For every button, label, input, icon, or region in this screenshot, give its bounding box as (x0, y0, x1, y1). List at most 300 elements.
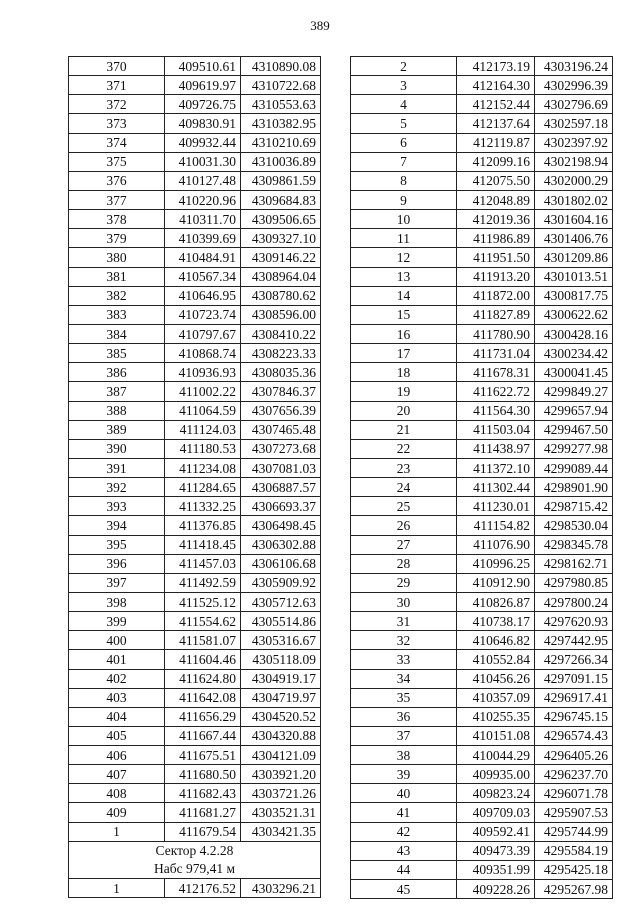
table-row (351, 765, 613, 784)
table-row (351, 324, 613, 343)
table-row (69, 765, 321, 784)
table-row (351, 420, 613, 439)
point-number: 408 (69, 784, 165, 803)
table-row (351, 573, 613, 592)
point-number: 1 (69, 879, 165, 898)
table-row (69, 171, 321, 190)
table-row (351, 554, 613, 573)
table-row (351, 210, 613, 229)
point-number: 376 (69, 171, 165, 190)
table-row (351, 286, 613, 305)
coord-y: 4305118.09 (241, 650, 321, 669)
point-number: 33 (351, 650, 457, 669)
coord-y: 4296574.43 (535, 726, 613, 745)
coord-x: 410826.87 (457, 592, 535, 611)
table-row (69, 57, 321, 76)
coord-x: 411418.45 (165, 535, 241, 554)
coord-y: 4301209.86 (535, 248, 613, 267)
coord-x: 411951.50 (457, 248, 535, 267)
table-row (69, 650, 321, 669)
point-number: 26 (351, 516, 457, 535)
table-row (69, 631, 321, 650)
table-row (351, 344, 613, 363)
coord-y: 4309146.22 (241, 248, 321, 267)
table-row (351, 688, 613, 707)
point-number: 19 (351, 382, 457, 401)
coord-y: 4298530.04 (535, 516, 613, 535)
point-number: 378 (69, 210, 165, 229)
coord-x: 411438.97 (457, 439, 535, 458)
coord-y: 4304520.52 (241, 707, 321, 726)
table-row (351, 133, 613, 152)
table-row (69, 879, 321, 898)
coord-y: 4306498.45 (241, 516, 321, 535)
point-number: 9 (351, 190, 457, 209)
coordinates-table-right (350, 56, 613, 899)
point-number: 13 (351, 267, 457, 286)
table-row (351, 305, 613, 324)
table-row (69, 324, 321, 343)
point-number: 400 (69, 631, 165, 650)
point-number: 7 (351, 152, 457, 171)
table-row (351, 497, 613, 516)
table-row (351, 535, 613, 554)
coord-y: 4299849.27 (535, 382, 613, 401)
point-number: 373 (69, 114, 165, 133)
coord-y: 4305514.86 (241, 612, 321, 631)
coord-y: 4310553.63 (241, 95, 321, 114)
table-row (351, 152, 613, 171)
coord-y: 4305316.67 (241, 631, 321, 650)
table-row (69, 822, 321, 841)
coord-y: 4295267.98 (535, 880, 613, 899)
coord-y: 4309684.83 (241, 190, 321, 209)
coord-y: 4307846.37 (241, 382, 321, 401)
coord-y: 4300622.62 (535, 305, 613, 324)
coord-y: 4303521.31 (241, 803, 321, 822)
table-row (69, 497, 321, 516)
sector-row (69, 860, 321, 879)
table-row (69, 401, 321, 420)
coord-x: 409726.75 (165, 95, 241, 114)
coord-x: 412176.52 (165, 879, 241, 898)
table-row (69, 133, 321, 152)
coord-y: 4309861.59 (241, 171, 321, 190)
point-number: 10 (351, 210, 457, 229)
coord-y: 4302996.39 (535, 76, 613, 95)
coord-x: 411492.59 (165, 573, 241, 592)
coord-x: 412119.87 (457, 133, 535, 152)
coord-x: 411624.80 (165, 669, 241, 688)
coord-x: 410031.30 (165, 152, 241, 171)
coord-y: 4310382.95 (241, 114, 321, 133)
coord-x: 410996.25 (457, 554, 535, 573)
point-number: 37 (351, 726, 457, 745)
coord-x: 410723.74 (165, 305, 241, 324)
table-row (69, 458, 321, 477)
point-number: 387 (69, 382, 165, 401)
sector-area: Набс 979,41 м (69, 860, 321, 879)
table-row (69, 286, 321, 305)
coord-x: 412019.36 (457, 210, 535, 229)
coord-y: 4308964.04 (241, 267, 321, 286)
table-row (69, 573, 321, 592)
table-row (351, 592, 613, 611)
coord-x: 411332.25 (165, 497, 241, 516)
point-number: 34 (351, 669, 457, 688)
table-row (69, 114, 321, 133)
point-number: 391 (69, 458, 165, 477)
coord-x: 411681.27 (165, 803, 241, 822)
table-row (351, 612, 613, 631)
point-number: 29 (351, 573, 457, 592)
table-row (351, 707, 613, 726)
table-row (351, 669, 613, 688)
table-row (69, 726, 321, 745)
point-number: 1 (69, 822, 165, 841)
point-number: 15 (351, 305, 457, 324)
table-row (69, 592, 321, 611)
table-row (351, 439, 613, 458)
table-row (69, 707, 321, 726)
point-number: 381 (69, 267, 165, 286)
coord-x: 412152.44 (457, 95, 535, 114)
coord-y: 4304121.09 (241, 746, 321, 765)
table-row (69, 152, 321, 171)
point-number: 12 (351, 248, 457, 267)
table-row (351, 382, 613, 401)
coord-x: 410552.84 (457, 650, 535, 669)
coord-x: 410044.29 (457, 746, 535, 765)
point-number: 399 (69, 612, 165, 631)
coord-x: 410255.35 (457, 707, 535, 726)
point-number: 16 (351, 324, 457, 343)
coord-x: 411675.51 (165, 746, 241, 765)
coord-y: 4301604.16 (535, 210, 613, 229)
coord-y: 4295907.53 (535, 803, 613, 822)
coord-x: 409228.26 (457, 880, 535, 899)
table-row (69, 95, 321, 114)
point-number: 31 (351, 612, 457, 631)
coord-x: 411064.59 (165, 401, 241, 420)
coord-y: 4303721.26 (241, 784, 321, 803)
coord-y: 4301406.76 (535, 229, 613, 248)
table-row (351, 248, 613, 267)
coord-x: 411872.00 (457, 286, 535, 305)
table-row (351, 803, 613, 822)
coord-x: 410151.08 (457, 726, 535, 745)
point-number: 22 (351, 439, 457, 458)
point-number: 397 (69, 573, 165, 592)
table-row (69, 210, 321, 229)
point-number: 403 (69, 688, 165, 707)
coord-y: 4301802.02 (535, 190, 613, 209)
coord-y: 4310210.69 (241, 133, 321, 152)
coord-y: 4307081.03 (241, 458, 321, 477)
coord-y: 4309327.10 (241, 229, 321, 248)
coord-y: 4299657.94 (535, 401, 613, 420)
coord-y: 4296745.15 (535, 707, 613, 726)
coord-x: 411503.04 (457, 420, 535, 439)
coord-x: 411124.03 (165, 420, 241, 439)
coord-x: 411002.22 (165, 382, 241, 401)
point-number: 404 (69, 707, 165, 726)
coord-x: 410738.17 (457, 612, 535, 631)
coord-y: 4298162.71 (535, 554, 613, 573)
point-number: 374 (69, 133, 165, 152)
coord-x: 411604.46 (165, 650, 241, 669)
table-row (69, 554, 321, 573)
coord-y: 4298901.90 (535, 478, 613, 497)
coord-y: 4310890.08 (241, 57, 321, 76)
point-number: 42 (351, 822, 457, 841)
coord-x: 410646.82 (457, 631, 535, 650)
coord-x: 411913.20 (457, 267, 535, 286)
point-number: 36 (351, 707, 457, 726)
coord-y: 4303421.35 (241, 822, 321, 841)
point-number: 40 (351, 784, 457, 803)
table-row (351, 650, 613, 669)
coord-y: 4303196.24 (535, 57, 613, 76)
coord-y: 4296405.26 (535, 746, 613, 765)
point-number: 39 (351, 765, 457, 784)
point-number: 21 (351, 420, 457, 439)
coord-x: 412048.89 (457, 190, 535, 209)
table-row (351, 267, 613, 286)
point-number: 11 (351, 229, 457, 248)
table-row (69, 267, 321, 286)
table-row (351, 363, 613, 382)
coord-y: 4295425.18 (535, 860, 613, 879)
table-row (69, 516, 321, 535)
point-number: 41 (351, 803, 457, 822)
coord-x: 411827.89 (457, 305, 535, 324)
coord-x: 411667.44 (165, 726, 241, 745)
coord-y: 4297442.95 (535, 631, 613, 650)
point-number: 393 (69, 497, 165, 516)
coord-x: 410357.09 (457, 688, 535, 707)
coord-y: 4297091.15 (535, 669, 613, 688)
coord-x: 411230.01 (457, 497, 535, 516)
coord-x: 412099.16 (457, 152, 535, 171)
coord-x: 410567.34 (165, 267, 241, 286)
coord-y: 4308223.33 (241, 344, 321, 363)
coord-x: 411076.90 (457, 535, 535, 554)
coord-x: 411234.08 (165, 458, 241, 477)
point-number: 409 (69, 803, 165, 822)
coord-x: 409473.39 (457, 841, 535, 860)
coord-x: 411581.07 (165, 631, 241, 650)
coord-x: 410646.95 (165, 286, 241, 305)
point-number: 395 (69, 535, 165, 554)
coordinates-table-left (68, 56, 321, 898)
coord-x: 411154.82 (457, 516, 535, 535)
point-number: 370 (69, 57, 165, 76)
coord-x: 411682.43 (165, 784, 241, 803)
table-row (351, 95, 613, 114)
coord-y: 4309506.65 (241, 210, 321, 229)
table-row (69, 746, 321, 765)
point-number: 3 (351, 76, 457, 95)
coord-x: 410484.91 (165, 248, 241, 267)
coord-y: 4299467.50 (535, 420, 613, 439)
table-row (351, 190, 613, 209)
coord-y: 4295744.99 (535, 822, 613, 841)
coord-x: 411986.89 (457, 229, 535, 248)
point-number: 44 (351, 860, 457, 879)
point-number: 372 (69, 95, 165, 114)
point-number: 45 (351, 880, 457, 899)
table-row (69, 803, 321, 822)
table-row (69, 248, 321, 267)
coord-y: 4296071.78 (535, 784, 613, 803)
coord-x: 410456.26 (457, 669, 535, 688)
table-row (69, 784, 321, 803)
page-number: 389 (310, 18, 330, 33)
coord-x: 411457.03 (165, 554, 241, 573)
coord-y: 4305712.63 (241, 592, 321, 611)
coord-y: 4302000.29 (535, 171, 613, 190)
coord-y: 4296917.41 (535, 688, 613, 707)
coord-y: 4302198.94 (535, 152, 613, 171)
point-number: 401 (69, 650, 165, 669)
coord-x: 409830.91 (165, 114, 241, 133)
table-row (69, 363, 321, 382)
coord-y: 4296237.70 (535, 765, 613, 784)
coord-x: 411780.90 (457, 324, 535, 343)
table-row (69, 669, 321, 688)
table-row (69, 76, 321, 95)
coord-x: 411372.10 (457, 458, 535, 477)
table-row (351, 401, 613, 420)
coord-x: 412075.50 (457, 171, 535, 190)
point-number: 386 (69, 363, 165, 382)
coord-y: 4305909.92 (241, 573, 321, 592)
coord-y: 4306302.88 (241, 535, 321, 554)
table-row (351, 516, 613, 535)
table-row (69, 229, 321, 248)
coord-y: 4310036.89 (241, 152, 321, 171)
coord-x: 411678.31 (457, 363, 535, 382)
point-number: 5 (351, 114, 457, 133)
coord-x: 412137.64 (457, 114, 535, 133)
table-row (351, 458, 613, 477)
point-number: 32 (351, 631, 457, 650)
coord-y: 4300041.45 (535, 363, 613, 382)
coord-y: 4300817.75 (535, 286, 613, 305)
table-row (69, 420, 321, 439)
point-number: 377 (69, 190, 165, 209)
coord-x: 411180.53 (165, 439, 241, 458)
coord-x: 409932.44 (165, 133, 241, 152)
point-number: 25 (351, 497, 457, 516)
table-row (69, 612, 321, 631)
coord-x: 409351.99 (457, 860, 535, 879)
coord-y: 4303296.21 (241, 879, 321, 898)
coord-y: 4304320.88 (241, 726, 321, 745)
coord-y: 4302796.69 (535, 95, 613, 114)
coord-x: 411642.08 (165, 688, 241, 707)
point-number: 385 (69, 344, 165, 363)
coord-y: 4303921.20 (241, 765, 321, 784)
coord-y: 4310722.68 (241, 76, 321, 95)
point-number: 8 (351, 171, 457, 190)
coord-x: 409592.41 (457, 822, 535, 841)
point-number: 20 (351, 401, 457, 420)
point-number: 24 (351, 478, 457, 497)
table-row (351, 784, 613, 803)
table-row (69, 688, 321, 707)
coord-x: 411376.85 (165, 516, 241, 535)
coord-y: 4301013.51 (535, 267, 613, 286)
table-row (69, 478, 321, 497)
coord-x: 410868.74 (165, 344, 241, 363)
point-number: 6 (351, 133, 457, 152)
point-number: 392 (69, 478, 165, 497)
coord-x: 412173.19 (457, 57, 535, 76)
point-number: 406 (69, 746, 165, 765)
point-number: 380 (69, 248, 165, 267)
point-number: 396 (69, 554, 165, 573)
coord-y: 4306693.37 (241, 497, 321, 516)
table-row (351, 114, 613, 133)
coord-y: 4307465.48 (241, 420, 321, 439)
coord-y: 4298345.78 (535, 535, 613, 554)
coord-y: 4295584.19 (535, 841, 613, 860)
table-row (69, 535, 321, 554)
point-number: 407 (69, 765, 165, 784)
coord-y: 4297266.34 (535, 650, 613, 669)
point-number: 28 (351, 554, 457, 573)
point-number: 402 (69, 669, 165, 688)
coord-x: 412164.30 (457, 76, 535, 95)
coord-y: 4300428.16 (535, 324, 613, 343)
coord-y: 4308035.36 (241, 363, 321, 382)
coord-x: 411731.04 (457, 344, 535, 363)
point-number: 382 (69, 286, 165, 305)
point-number: 371 (69, 76, 165, 95)
point-number: 384 (69, 324, 165, 343)
point-number: 43 (351, 841, 457, 860)
coord-x: 411302.44 (457, 478, 535, 497)
table-row (351, 726, 613, 745)
point-number: 375 (69, 152, 165, 171)
point-number: 379 (69, 229, 165, 248)
coord-x: 411679.54 (165, 822, 241, 841)
coord-x: 411656.29 (165, 707, 241, 726)
table-row (351, 822, 613, 841)
point-number: 2 (351, 57, 457, 76)
point-number: 383 (69, 305, 165, 324)
point-number: 18 (351, 363, 457, 382)
coord-y: 4307273.68 (241, 439, 321, 458)
coord-x: 411680.50 (165, 765, 241, 784)
coord-x: 411554.62 (165, 612, 241, 631)
coord-x: 409935.00 (457, 765, 535, 784)
table-row (351, 841, 613, 860)
coord-x: 410797.67 (165, 324, 241, 343)
point-number: 390 (69, 439, 165, 458)
point-number: 17 (351, 344, 457, 363)
table-row (351, 860, 613, 879)
coord-y: 4299277.98 (535, 439, 613, 458)
coord-x: 410912.90 (457, 573, 535, 592)
coord-y: 4304919.17 (241, 669, 321, 688)
point-number: 388 (69, 401, 165, 420)
coord-x: 409823.24 (457, 784, 535, 803)
coord-y: 4302597.18 (535, 114, 613, 133)
point-number: 30 (351, 592, 457, 611)
